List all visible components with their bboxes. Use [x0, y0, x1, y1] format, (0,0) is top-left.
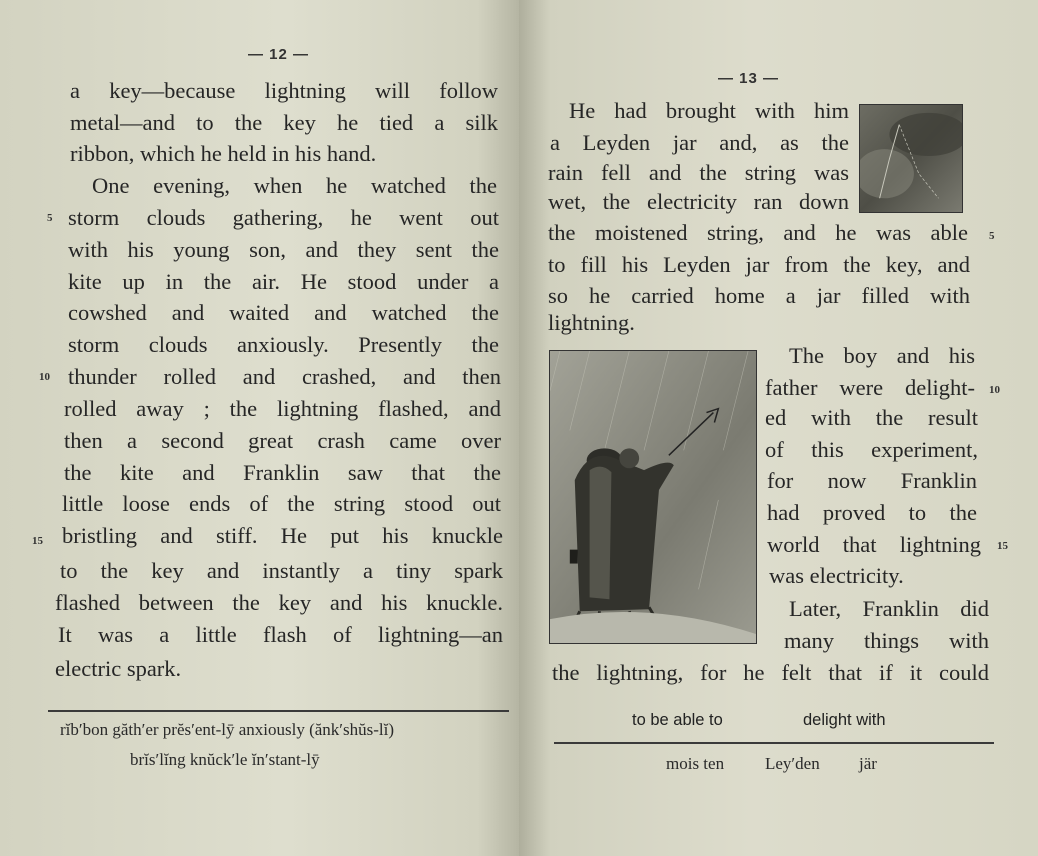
text-line: the moistened string, and he was able [548, 220, 968, 245]
text-line: rolled away ; the lightning flashed, and [64, 396, 501, 421]
text-line: storm clouds gathering, he went out [68, 205, 499, 230]
text-line: metal—and to the key he tied a silk [70, 110, 498, 135]
vocabulary-row: rĭb′bon găth′er prĕs′ent-lȳ anxiously (ănk′shŭs-lĭ) [60, 720, 395, 739]
text-line: then a second great crash came over [64, 428, 501, 453]
text-line: bristling and stiff. He put his knuckle [62, 523, 503, 548]
text-line: a key—because lightning will follow [70, 78, 498, 103]
vocabulary-word: jär [859, 754, 877, 773]
text-line: to the key and instantly a tiny spark [60, 558, 503, 583]
page-number: — 12 — [248, 46, 310, 63]
text-line: One evening, when he watched the [92, 173, 497, 198]
text-line: the lightning, for he felt that if it could [552, 660, 989, 685]
line-number: 10 [39, 371, 50, 383]
text-line: world that lightning [767, 532, 981, 557]
phrase-note: to be able to [632, 711, 723, 729]
text-line: electric spark. [55, 656, 182, 681]
line-number: 5 [47, 212, 53, 224]
text-line: The boy and his [789, 343, 975, 368]
text-line: It was a little flash of lightning—an [58, 622, 503, 647]
text-line: was electricity. [769, 563, 904, 588]
line-number: 10 [989, 384, 1000, 396]
right-page [519, 0, 1038, 856]
text-line: cowshed and waited and watched the [68, 300, 499, 325]
text-line: with his young son, and they sent the [68, 237, 499, 262]
text-line: He had brought with him [569, 98, 849, 123]
text-line: rain fell and the string was [548, 160, 849, 185]
footnote-rule [48, 710, 509, 712]
phrase-note: delight with [803, 711, 886, 729]
line-number: 5 [989, 230, 995, 242]
text-line: little loose ends of the string stood out [62, 491, 501, 516]
text-line: wet, the electricity ran down [548, 189, 849, 214]
text-line: thunder rolled and crashed, and then [68, 364, 501, 389]
text-line: flashed between the key and his knuckle. [55, 590, 503, 615]
vocabulary-word: mois ten [666, 754, 725, 773]
vocabulary-word: Ley′den [765, 754, 820, 773]
text-line: to fill his Leyden jar from the key, and [548, 252, 970, 277]
text-line: many things with [784, 628, 989, 653]
text-line: a Leyden jar and, as the [550, 130, 849, 155]
text-line: ed with the result [765, 405, 978, 430]
line-number: 15 [997, 540, 1008, 552]
text-line: Later, Franklin did [789, 596, 989, 621]
text-line: the kite and Franklin saw that the [64, 460, 501, 485]
text-line: storm clouds anxiously. Presently the [68, 332, 499, 357]
text-line: so he carried home a jar filled with [548, 283, 970, 308]
text-line: ribbon, which he held in his hand. [70, 141, 377, 166]
franklin-kite-illustration [549, 350, 757, 644]
text-line: of this experiment, [765, 437, 978, 462]
line-number: 15 [32, 535, 43, 547]
text-line: father were delight- [765, 375, 975, 400]
text-line: lightning. [548, 310, 635, 335]
footnote-rule [554, 742, 994, 744]
text-line: had proved to the [767, 500, 977, 525]
text-line: kite up in the air. He stood under a [68, 269, 499, 294]
vocabulary-row: brĭs′lĭng knŭck′le ĭn′stant-lȳ [130, 750, 320, 769]
text-line: for now Franklin [767, 468, 977, 493]
page-number: — 13 — [718, 70, 780, 87]
storm-sky-illustration [859, 104, 963, 213]
